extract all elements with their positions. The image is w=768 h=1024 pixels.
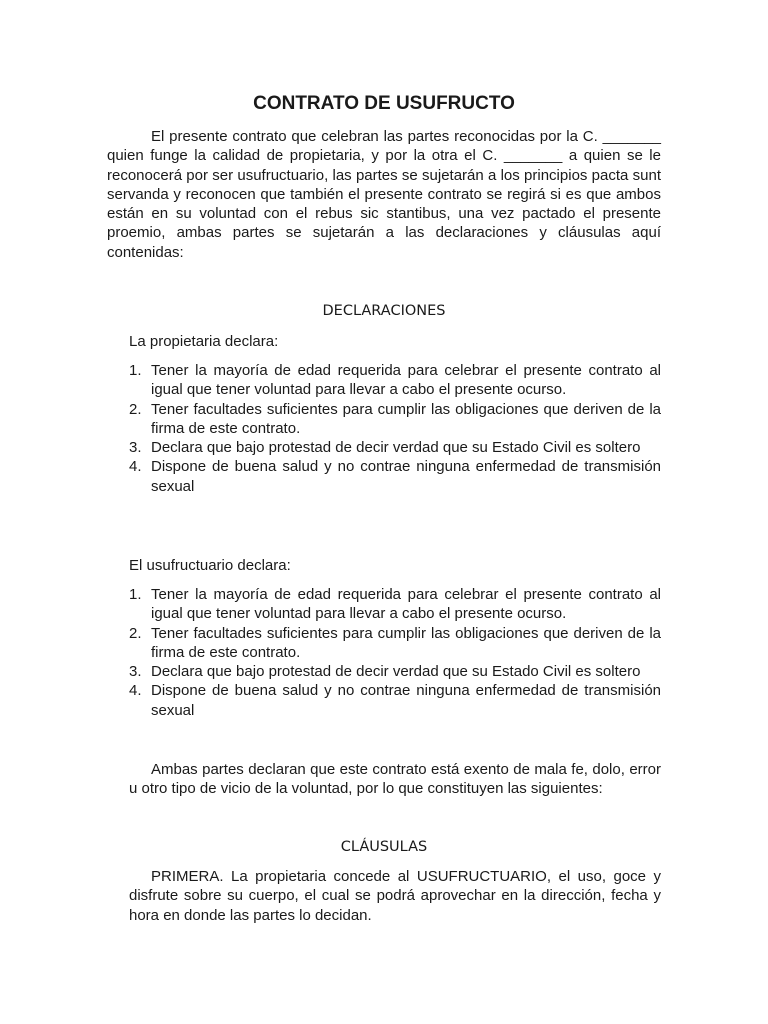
clausula-primera: PRIMERA. La propietaria concede al USUFRUCTUARIO, el uso, goce y disfrute sobre su cuerpo, el cual se podrá aprovechar en la dirección, fecha y hora en donde las partes lo decidan. <box>129 868 661 924</box>
list-item: 2. Tener facultades suficientes para cumplir las obligaciones que deriven de la firma de este contrato. <box>129 400 661 437</box>
intro-paragraph: El presente contrato que celebran las partes reconocidas por la C. _______ quien funge la calidad de propietaria, y por la otra el C. _______ a quien se le reconocerá por ser usufructuario, las partes se sujetarán a los principios pacta sunt servanda y reconocen que también el presente contrato se regirá si es que ambos están en su voluntad con el rebus sic stantibus, una vez pactado el presente proemio, ambas partes se sujetarán a las declaraciones y cláusulas aquí contenidas: <box>107 128 661 261</box>
list-item: 1. Tener la mayoría de edad requerida para celebrar el presente contrato al igual que tener voluntad para llevar a cabo el presente ocurso. <box>129 586 661 623</box>
list-item: 1. Tener la mayoría de edad requerida para celebrar el presente contrato al igual que tener voluntad para llevar a cabo el presente ocurso. <box>129 362 661 399</box>
list-item: 3. Declara que bajo protestad de decir verdad que su Estado Civil es soltero <box>129 439 641 457</box>
list-item: 2. Tener facultades suficientes para cumplir las obligaciones que deriven de la firma de este contrato. <box>129 624 661 661</box>
propietaria-lead: La propietaria declara: <box>129 333 279 350</box>
usufructuario-lead: El usufructuario declara: <box>129 557 291 574</box>
ambas-partes-paragraph: Ambas partes declaran que este contrato está exento de mala fe, dolo, error u otro tipo de vicio de la voluntad, por lo que constituyen las siguientes: <box>129 761 661 798</box>
declaraciones-heading: DECLARACIONES <box>322 303 446 319</box>
list-item: 4. Dispone de buena salud y no contrae ninguna enfermedad de transmisión sexual <box>129 682 661 719</box>
usufructuario-declarations-list <box>129 585 661 720</box>
document-title: CONTRATO DE USUFRUCTO <box>253 93 515 114</box>
list-item: 4. Dispone de buena salud y no contrae ninguna enfermedad de transmisión sexual <box>129 458 661 495</box>
list-item: 3. Declara que bajo protestad de decir verdad que su Estado Civil es soltero <box>129 663 641 681</box>
propietaria-declarations-list <box>129 361 661 496</box>
clausulas-heading: CLÁUSULAS <box>340 839 428 855</box>
